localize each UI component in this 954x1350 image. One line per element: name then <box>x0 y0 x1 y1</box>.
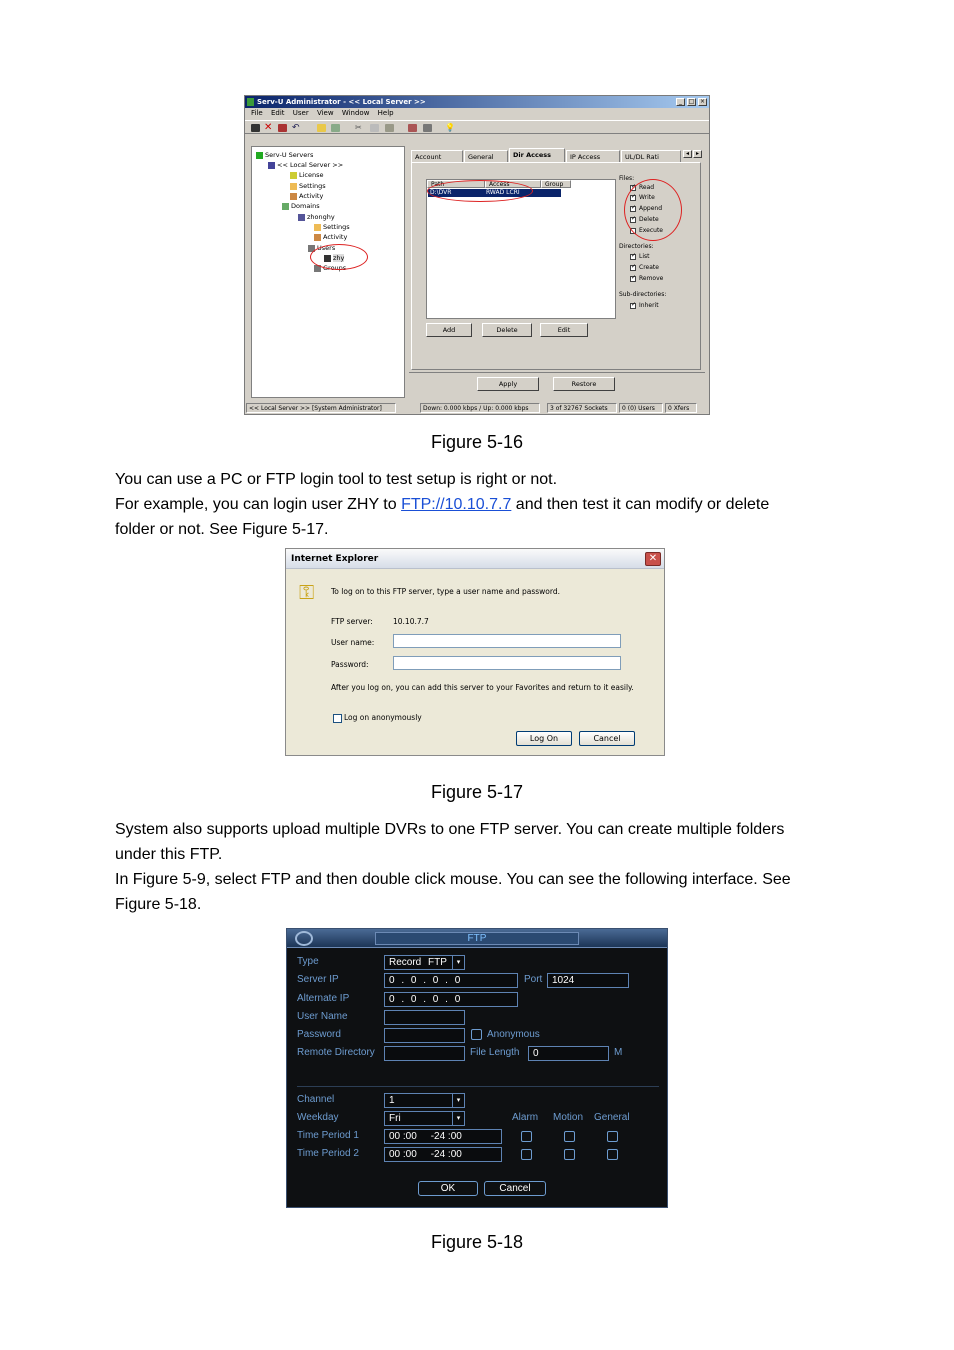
ok-button[interactable]: OK <box>418 1181 478 1196</box>
maximize-button[interactable]: □ <box>688 98 695 105</box>
period2-field[interactable]: 00 :00 -24 :00 <box>384 1147 502 1162</box>
server-icon[interactable] <box>331 124 340 132</box>
minimize-button[interactable]: _ <box>676 98 685 106</box>
servu-window <box>244 95 710 415</box>
period1-alarm-checkbox[interactable] <box>521 1131 532 1142</box>
window-title: Serv-U Administrator - << Local Server >> <box>245 96 709 108</box>
period2-alarm-checkbox[interactable] <box>521 1149 532 1160</box>
table-row[interactable]: D:\DVR RWAD LCRI <box>428 189 561 197</box>
section-divider <box>297 1086 659 1087</box>
path-list[interactable] <box>426 179 616 319</box>
directories-label: Directories: <box>619 243 654 250</box>
settings-icon <box>295 931 313 946</box>
dialog-intro: To log on to this FTP server, type a user name and password. <box>331 587 560 596</box>
tab-scroll-right[interactable]: ▸ <box>693 150 702 158</box>
highlight-oval <box>310 244 368 270</box>
paragraph-line: You can use a PC or FTP login tool to test setup is right or not. <box>115 471 558 488</box>
user-name-field[interactable] <box>393 634 621 648</box>
ftp-link[interactable]: FTP://10.10.7.7 <box>401 496 512 513</box>
status-speed: Down: 0.000 kbps / Up: 0.000 kbps <box>420 403 540 413</box>
chevron-down-icon: ▾ <box>452 1112 464 1125</box>
user-name-label: User Name <box>297 1011 348 1022</box>
checkbox-create[interactable]: ✓Create <box>630 264 659 272</box>
period2-general-checkbox[interactable] <box>607 1149 618 1160</box>
period1-motion-checkbox[interactable] <box>564 1131 575 1142</box>
server-tree <box>251 146 405 398</box>
user-name-label: User name: <box>331 638 375 647</box>
paste-icon[interactable] <box>385 124 394 132</box>
delete-button[interactable]: Delete <box>482 323 532 337</box>
checkbox-remove[interactable]: ✓Remove <box>630 275 663 283</box>
alternate-ip-field[interactable]: 0 . 0 . 0 . 0 <box>384 992 518 1007</box>
save-icon[interactable] <box>251 124 260 132</box>
file-length-unit: M <box>614 1047 623 1058</box>
paragraph-line: under this FTP. <box>115 846 223 863</box>
chevron-down-icon: ▾ <box>452 956 464 969</box>
cut-icon[interactable]: ✂ <box>355 123 362 132</box>
port-label: Port <box>524 974 543 985</box>
password-field[interactable] <box>393 656 621 670</box>
period1-field[interactable]: 00 :00 -24 :00 <box>384 1129 502 1144</box>
anonymous-checkbox[interactable] <box>471 1029 482 1040</box>
apply-button[interactable]: Apply <box>477 377 539 391</box>
caption-figure-5-16: Figure 5-16 <box>430 432 524 452</box>
col-motion: Motion <box>553 1112 584 1123</box>
edit-button[interactable]: Edit <box>540 323 588 337</box>
tree-domain-activity[interactable]: Activity <box>314 233 347 241</box>
file-length-label: File Length <box>470 1047 520 1058</box>
password-field[interactable] <box>384 1028 465 1043</box>
file-length-field[interactable]: 0 <box>528 1046 609 1061</box>
status-server: << Local Server >> [System Administrator] <box>246 403 396 413</box>
tab-scroll-left[interactable]: ◂ <box>683 150 692 158</box>
weekday-label: Weekday <box>297 1112 339 1123</box>
col-general: General <box>594 1112 630 1123</box>
delete-icon[interactable]: ✕ <box>264 122 273 133</box>
servu-logo-icon <box>247 98 254 106</box>
type-label: Type <box>297 956 319 967</box>
key-icon: ⚿ <box>299 580 315 604</box>
tree-users[interactable]: Users <box>308 244 335 252</box>
subdirectories-label: Sub-directories: <box>619 291 667 298</box>
ftp-server-value: 10.10.7.7 <box>393 617 429 626</box>
print-icon[interactable] <box>423 124 432 132</box>
tab-account[interactable]: Account <box>411 150 463 162</box>
files-label: Files: <box>619 175 635 182</box>
dir-access-panel <box>411 162 701 370</box>
dvr-title: FTP <box>375 932 579 945</box>
copy-icon[interactable] <box>370 124 379 132</box>
close-button[interactable]: × <box>699 98 706 105</box>
ftp-server-label: FTP server: <box>331 617 373 626</box>
channel-select[interactable]: 1 ▾ <box>384 1093 465 1108</box>
paragraph-line: For example, you can login user ZHY to FTP://10.10.7.7 and then test it can modify or delete <box>115 496 770 513</box>
anonymous-label: Anonymous <box>487 1029 540 1040</box>
menu-file[interactable]: File <box>251 109 263 117</box>
tab-ul-dl-ratio[interactable]: UL/DL Rati <box>621 150 681 162</box>
server-ip-label: Server IP <box>297 974 339 985</box>
caption-figure-5-18: Figure 5-18 <box>430 1232 524 1252</box>
weekday-select[interactable]: Fri ▾ <box>384 1111 465 1126</box>
add-button[interactable]: Add <box>426 323 472 337</box>
password-label: Password <box>297 1029 341 1040</box>
paragraph-line: System also supports upload multiple DVRs to one FTP server. You can create multiple folders <box>115 821 785 838</box>
folder-icon[interactable] <box>317 124 326 132</box>
log-on-button[interactable]: Log On <box>516 731 572 746</box>
toolbar <box>245 120 709 134</box>
menu-view[interactable]: View <box>316 109 334 117</box>
col-alarm: Alarm <box>512 1112 539 1123</box>
tab-general[interactable]: General <box>464 150 508 162</box>
menu-bar <box>245 108 709 118</box>
checkbox-write[interactable]: ✓Write <box>630 194 655 202</box>
period2-motion-checkbox[interactable] <box>564 1149 575 1160</box>
menu-help[interactable]: Help <box>377 109 394 117</box>
anonymous-checkbox[interactable]: Log on anonymously <box>333 713 422 723</box>
tree-activity[interactable]: Activity <box>290 192 323 200</box>
checkbox-inherit[interactable]: ✓Inherit <box>630 302 659 310</box>
after-logon-note: After you log on, you can add this server to your Favorites and return to it easily. <box>331 683 634 692</box>
paragraph-line: folder or not. See Figure 5-17. <box>115 521 329 538</box>
checkbox-execute[interactable]: Execute <box>630 227 663 235</box>
tree-settings[interactable]: Settings <box>290 182 326 190</box>
book-icon[interactable] <box>408 124 417 132</box>
tree-domains[interactable]: Domains <box>282 202 320 210</box>
tree-local-server[interactable]: << Local Server >> <box>268 161 343 169</box>
type-select[interactable]: Record FTP ▾ <box>384 955 465 970</box>
tree-user-zhy[interactable]: zhy <box>324 254 344 262</box>
caption-figure-5-17: Figure 5-17 <box>430 782 524 802</box>
checkbox-list[interactable]: ✓List <box>630 253 650 261</box>
tree-domain-zhonghy[interactable]: zhonghy <box>298 213 335 221</box>
status-sockets: 3 of 32767 Sockets <box>547 403 617 413</box>
col-group[interactable]: Group <box>541 180 571 188</box>
checkbox-read[interactable]: ✓Read <box>630 184 654 192</box>
chevron-down-icon: ▾ <box>452 1094 464 1107</box>
port-field[interactable]: 1024 <box>547 973 629 988</box>
tree-license[interactable]: License <box>290 171 324 179</box>
server-ip-field[interactable]: 0 . 0 . 0 . 0 <box>384 973 518 988</box>
ie-login-dialog <box>285 548 665 756</box>
password-label: Password: <box>331 660 369 669</box>
tab-ip-access[interactable]: IP Access <box>566 150 620 162</box>
user-properties <box>409 146 705 398</box>
paragraph-multiple-dvrs <box>115 817 845 917</box>
apply-bar <box>409 372 705 398</box>
disconnect-icon[interactable] <box>278 124 287 132</box>
dialog-title: Internet Explorer <box>286 549 664 569</box>
status-xfers: 0 Xfers <box>665 403 697 413</box>
tree-root[interactable]: Serv-U Servers <box>256 151 313 159</box>
highlight-oval <box>427 180 533 202</box>
undo-icon[interactable]: ↶ <box>292 123 300 133</box>
period2-label: Time Period 2 <box>297 1148 359 1159</box>
menu-user[interactable]: User <box>292 109 309 117</box>
alternate-ip-label: Alternate IP <box>297 993 350 1004</box>
tip-icon[interactable]: 💡 <box>445 123 455 132</box>
paragraph-line: In Figure 5-9, select FTP and then double click mouse. You can see the following interface. See <box>115 871 791 888</box>
status-users: 0 (0) Users <box>619 403 663 413</box>
col-access[interactable]: Access <box>485 180 541 188</box>
paragraph-test-setup <box>115 467 845 542</box>
dvr-ftp-window <box>286 928 668 1208</box>
col-path[interactable]: Path <box>427 180 485 188</box>
paragraph-line: Figure 5-18. <box>115 896 202 913</box>
cancel-button[interactable]: Cancel <box>484 1181 546 1196</box>
period1-general-checkbox[interactable] <box>607 1131 618 1142</box>
period1-label: Time Period 1 <box>297 1130 359 1141</box>
close-button[interactable]: ✕ <box>645 552 661 566</box>
menu-edit[interactable]: Edit <box>270 109 285 117</box>
tab-dir-access[interactable]: Dir Access <box>509 148 565 162</box>
dvr-header <box>287 929 667 948</box>
highlight-oval <box>624 179 682 241</box>
restore-button[interactable]: Restore <box>553 377 615 391</box>
checkbox-append[interactable]: ✓Append <box>630 205 662 213</box>
user-name-field[interactable] <box>384 1010 465 1025</box>
channel-label: Channel <box>297 1094 335 1105</box>
tree-groups[interactable]: Groups <box>314 264 346 272</box>
remote-directory-label: Remote Directory <box>297 1047 375 1058</box>
dialog-body <box>289 571 661 753</box>
remote-directory-field[interactable] <box>384 1046 465 1061</box>
checkbox-delete[interactable]: ✓Delete <box>630 216 659 224</box>
tree-domain-settings[interactable]: Settings <box>314 223 350 231</box>
status-bar <box>245 402 709 414</box>
cancel-button[interactable]: Cancel <box>579 731 635 746</box>
menu-window[interactable]: Window <box>341 109 370 117</box>
